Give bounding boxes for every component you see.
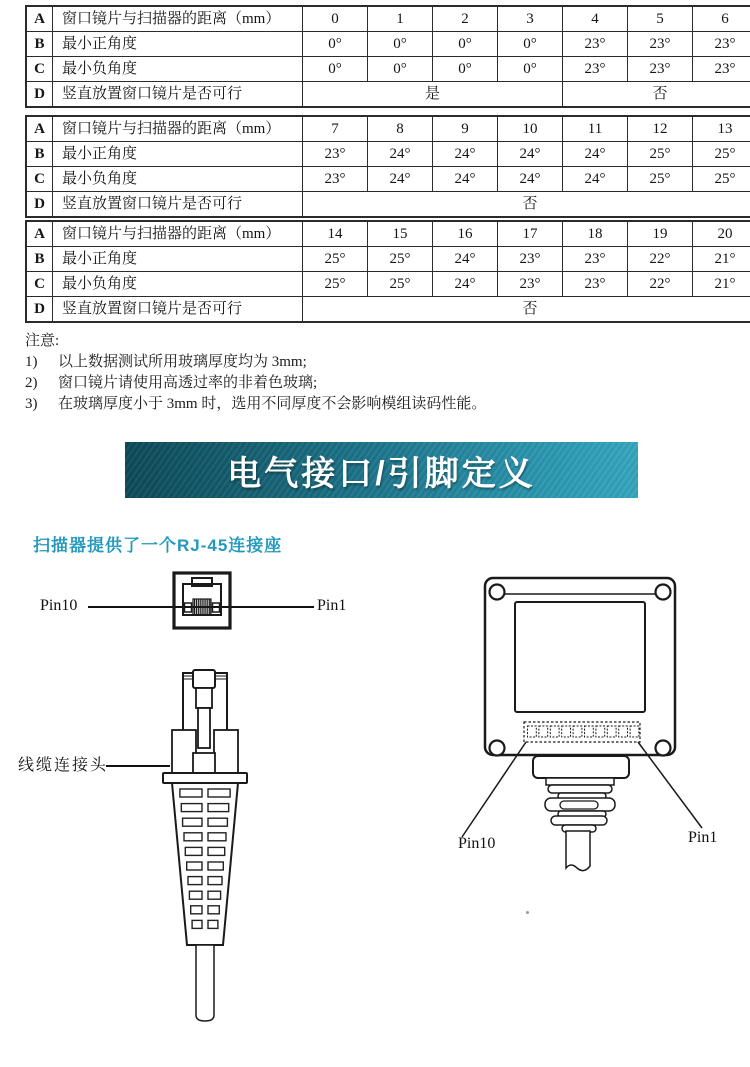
table-row	[26, 297, 750, 323]
cell-value: 0°	[498, 32, 563, 57]
cell-value: 10	[498, 116, 563, 142]
spec-table-1	[25, 5, 750, 108]
cell-value: 8	[368, 116, 433, 142]
cell-value: 23°	[693, 57, 750, 82]
cell-value: 13	[693, 116, 750, 142]
table-row	[26, 116, 750, 142]
cell-value: 2	[433, 6, 498, 32]
cell-value: 0°	[498, 57, 563, 82]
cell-value: 否	[563, 82, 750, 108]
cell-value: 0°	[368, 57, 433, 82]
cell-value: 23°	[563, 32, 628, 57]
cell-value: 23°	[628, 32, 693, 57]
table-row	[26, 221, 750, 247]
cell-value: 21°	[693, 272, 750, 297]
cell-value: 20	[693, 221, 750, 247]
spec-table-3	[25, 220, 750, 323]
row-key: A	[26, 6, 53, 32]
cell-value: 6	[693, 6, 750, 32]
cell-value: 23°	[498, 272, 563, 297]
note-text: 以上数据测试所用玻璃厚度均为 3mm;	[58, 354, 307, 370]
note-item	[25, 352, 486, 373]
rj45-jack-pin10-label: Pin10	[40, 597, 78, 614]
cell-value: 23°	[303, 142, 368, 167]
note-item	[25, 373, 486, 394]
row-key: D	[26, 297, 53, 323]
note-text: 窗口镜片请使用高透过率的非着色玻璃;	[58, 375, 318, 391]
cell-value: 14	[303, 221, 368, 247]
cable-connector-label: 线缆连接头	[18, 757, 109, 774]
cell-value: 25°	[368, 247, 433, 272]
cell-value: 12	[628, 116, 693, 142]
rj45-jack-pin1-label: Pin1	[317, 597, 347, 614]
cell-value: 16	[433, 221, 498, 247]
cell-value: 24°	[433, 272, 498, 297]
rj45-subtitle: 扫描器提供了一个RJ-45连接座	[33, 536, 283, 555]
cell-value: 0°	[303, 32, 368, 57]
scanner-pin1-label: Pin1	[688, 829, 718, 846]
cell-value: 否	[303, 192, 750, 218]
table-row	[26, 32, 750, 57]
stray-dot	[526, 911, 529, 914]
cell-value: 是	[303, 82, 563, 108]
cell-value: 0°	[433, 57, 498, 82]
cell-value: 否	[303, 297, 750, 323]
row-label: 最小负角度	[53, 57, 303, 82]
cell-value: 25°	[368, 272, 433, 297]
section-banner	[125, 442, 638, 498]
note-item	[25, 394, 486, 415]
row-key: A	[26, 116, 53, 142]
cell-value: 25°	[628, 142, 693, 167]
rj45-jack-diagram	[171, 570, 233, 632]
row-key: D	[26, 82, 53, 108]
row-label: 最小正角度	[53, 142, 303, 167]
cell-value: 9	[433, 116, 498, 142]
row-label: 最小正角度	[53, 247, 303, 272]
row-key: B	[26, 32, 53, 57]
row-label: 最小负角度	[53, 167, 303, 192]
cell-value: 25°	[303, 247, 368, 272]
row-key: B	[26, 142, 53, 167]
cell-value: 4	[563, 6, 628, 32]
cell-value: 23°	[563, 272, 628, 297]
row-label: 窗口镜片与扫描器的距离（mm）	[53, 6, 303, 32]
table-row	[26, 272, 750, 297]
cell-value: 23°	[563, 57, 628, 82]
cell-value: 24°	[498, 142, 563, 167]
note-number: 3)	[25, 396, 38, 412]
spec-table-2	[25, 115, 750, 218]
cell-value: 24°	[368, 167, 433, 192]
cell-value: 5	[628, 6, 693, 32]
cell-value: 23°	[693, 32, 750, 57]
table-row	[26, 82, 750, 108]
cell-value: 23°	[303, 167, 368, 192]
table-row	[26, 57, 750, 82]
row-key: C	[26, 272, 53, 297]
cell-value: 24°	[563, 142, 628, 167]
cell-value: 24°	[563, 167, 628, 192]
cell-value: 7	[303, 116, 368, 142]
cell-value: 0°	[433, 32, 498, 57]
note-number: 2)	[25, 375, 38, 391]
cell-value: 19	[628, 221, 693, 247]
row-label: 竖直放置窗口镜片是否可行	[53, 192, 303, 218]
notes-block	[25, 331, 486, 415]
table-row	[26, 247, 750, 272]
row-label: 最小正角度	[53, 32, 303, 57]
cell-value: 22°	[628, 247, 693, 272]
row-label: 最小负角度	[53, 272, 303, 297]
row-key: B	[26, 247, 53, 272]
note-number: 1)	[25, 354, 38, 370]
cell-value: 24°	[433, 247, 498, 272]
cell-value: 21°	[693, 247, 750, 272]
cell-value: 22°	[628, 272, 693, 297]
row-label: 竖直放置窗口镜片是否可行	[53, 82, 303, 108]
cell-value: 0	[303, 6, 368, 32]
cell-value: 0°	[368, 32, 433, 57]
cell-value: 23°	[628, 57, 693, 82]
table-row	[26, 192, 750, 218]
cell-value: 25°	[628, 167, 693, 192]
cell-value: 25°	[693, 142, 750, 167]
cell-value: 23°	[498, 247, 563, 272]
note-text: 在玻璃厚度小于 3mm 时，选用不同厚度不会影响模组读码性能。	[58, 396, 487, 412]
table-row	[26, 6, 750, 32]
cell-value: 1	[368, 6, 433, 32]
row-label: 竖直放置窗口镜片是否可行	[53, 297, 303, 323]
row-key: A	[26, 221, 53, 247]
row-key: C	[26, 57, 53, 82]
cell-value: 23°	[563, 247, 628, 272]
row-label: 窗口镜片与扫描器的距离（mm）	[53, 221, 303, 247]
row-label: 窗口镜片与扫描器的距离（mm）	[53, 116, 303, 142]
scanner-pin10-label: Pin10	[458, 835, 496, 852]
cell-value: 24°	[433, 167, 498, 192]
cell-value: 11	[563, 116, 628, 142]
cell-value: 18	[563, 221, 628, 247]
notes-title: 注意:	[25, 333, 60, 349]
cable-connector-diagram	[158, 666, 252, 1028]
cell-value: 24°	[498, 167, 563, 192]
cell-value: 24°	[368, 142, 433, 167]
section-title: 电气接口/引脚定义	[227, 454, 536, 493]
cell-value: 0°	[303, 57, 368, 82]
row-key: C	[26, 167, 53, 192]
table-row	[26, 142, 750, 167]
cell-value: 17	[498, 221, 563, 247]
table-row	[26, 167, 750, 192]
cell-value: 25°	[693, 167, 750, 192]
cell-value: 25°	[303, 272, 368, 297]
cell-value: 3	[498, 6, 563, 32]
cell-value: 24°	[433, 142, 498, 167]
cell-value: 15	[368, 221, 433, 247]
row-key: D	[26, 192, 53, 218]
